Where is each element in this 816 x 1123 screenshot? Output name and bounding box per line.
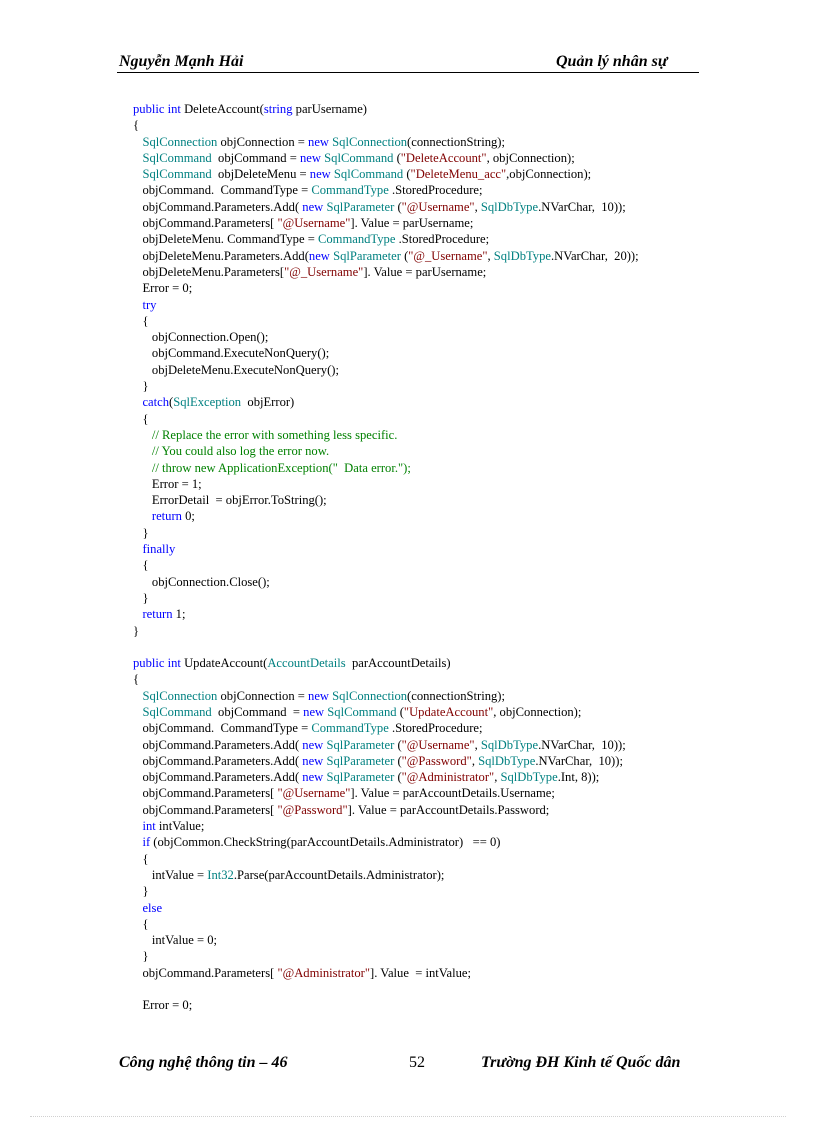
code-token — [133, 444, 152, 458]
code-token: new — [308, 134, 333, 149]
code-token: ( — [393, 150, 401, 165]
code-line — [133, 427, 733, 443]
code-token: , objConnection); — [493, 704, 582, 719]
code-line — [133, 688, 733, 704]
code-line — [133, 297, 733, 313]
code-token: if — [142, 835, 151, 850]
code-token: parAccountDetails) — [345, 656, 451, 671]
code-token: SqlDbType — [480, 737, 539, 752]
code-token: } — [133, 379, 149, 394]
code-token: { — [133, 558, 149, 573]
code-token: objCommand = — [211, 704, 304, 719]
code-token: CommandType — [311, 721, 389, 736]
code-token: public int — [133, 656, 185, 671]
code-token: catch — [142, 395, 170, 410]
code-token: .StoredProcedure; — [388, 721, 483, 736]
code-line — [133, 997, 733, 1013]
code-token: SqlConnection — [142, 688, 218, 703]
code-token: SqlCommand — [324, 150, 394, 165]
code-token: } — [133, 623, 140, 638]
code-token: else — [142, 900, 163, 915]
code-token: return — [151, 509, 182, 524]
code-token: ]. Value = parAccountDetails.Password; — [347, 802, 550, 817]
code-token: objCommand.Parameters[ — [133, 786, 278, 801]
code-token: objError) — [241, 395, 295, 410]
code-line — [133, 883, 733, 899]
code-token: new — [302, 199, 327, 214]
code-token: SqlParameter — [326, 737, 395, 752]
code-token: SqlCommand — [142, 704, 212, 719]
code-line — [133, 460, 733, 476]
code-token: finally — [142, 542, 176, 557]
code-token: objCommand. CommandType = — [133, 183, 312, 198]
code-token: (connectionString); — [407, 688, 505, 703]
code-token: intValue = 0; — [133, 933, 218, 948]
code-line — [133, 492, 733, 508]
code-token: Int32 — [207, 867, 234, 882]
code-token: SqlCommand — [333, 167, 404, 182]
code-token: ,objConnection); — [506, 167, 592, 182]
header-rule — [117, 72, 699, 73]
code-token: public int — [133, 102, 185, 116]
code-token: new — [308, 248, 334, 263]
code-token: , — [474, 737, 481, 752]
header-title: Quản lý nhân sự — [556, 53, 668, 70]
code-token: "DeleteMenu_acc" — [410, 167, 507, 182]
code-line — [133, 362, 733, 378]
code-token: new — [300, 150, 325, 165]
code-token: // throw new ApplicationException(" Data error."); — [151, 460, 411, 475]
code-line — [133, 704, 733, 720]
code-token: SqlConnection — [332, 134, 408, 149]
code-token: "@Username" — [277, 216, 351, 231]
code-line — [133, 948, 733, 964]
code-token: SqlParameter — [326, 199, 395, 214]
code-line — [133, 134, 733, 150]
code-token: objDeleteMenu = — [211, 167, 310, 182]
code-token: AccountDetails — [267, 656, 346, 671]
code-line — [133, 443, 733, 459]
code-token: "@Administrator" — [401, 770, 495, 785]
code-token: { — [133, 916, 149, 931]
code-token: new — [303, 704, 328, 719]
code-token: SqlCommand — [142, 167, 212, 182]
code-token: new — [309, 167, 334, 182]
code-line — [133, 753, 733, 769]
page-bottom-border — [30, 1116, 786, 1117]
code-token: { — [133, 672, 140, 687]
code-token: SqlDbType — [500, 770, 558, 785]
code-line — [133, 916, 733, 932]
code-line — [133, 215, 733, 231]
code-token: , objConnection); — [486, 150, 575, 165]
code-line — [133, 150, 733, 166]
code-token: ( — [400, 248, 409, 263]
code-token: new — [308, 688, 333, 703]
code-line — [133, 101, 733, 117]
code-line — [133, 965, 733, 981]
code-token: objDeleteMenu.Parameters[ — [133, 264, 285, 279]
code-token: SqlDbType — [478, 753, 536, 768]
code-token: , — [474, 199, 481, 214]
code-token: ( — [169, 395, 174, 410]
code-token — [133, 428, 152, 442]
code-token: objConnection = — [217, 688, 309, 703]
code-token: ErrorDetail = objError.ToString(); — [133, 493, 327, 508]
code-token: new — [302, 770, 327, 785]
code-line — [133, 802, 733, 818]
code-token: { — [133, 313, 149, 328]
code-line — [133, 639, 733, 655]
code-token: .Int, 8)); — [557, 770, 600, 785]
code-token: ]. Value = parUsername; — [363, 264, 487, 279]
code-line — [133, 378, 733, 394]
code-token: ]. Value = parUsername; — [350, 216, 474, 231]
code-token: ( — [394, 753, 402, 768]
code-token: .NVarChar, 10)); — [538, 199, 626, 214]
code-token: } — [133, 884, 149, 899]
code-token: SqlParameter — [333, 248, 401, 263]
code-line — [133, 508, 733, 524]
code-token: DeleteAccount( — [184, 102, 264, 116]
code-token: SqlParameter — [326, 770, 395, 785]
code-token: parUsername) — [292, 102, 367, 116]
code-token: objCommand.Parameters[ — [133, 216, 278, 231]
code-line — [133, 541, 733, 557]
code-token: new — [302, 737, 327, 752]
code-line — [133, 867, 733, 883]
code-token: Error = 0; — [133, 998, 193, 1013]
code-token: "@Username" — [401, 199, 475, 214]
code-line — [133, 623, 733, 639]
code-token — [133, 461, 152, 475]
code-token: objConnection = — [217, 134, 309, 149]
code-token: CommandType — [317, 232, 396, 247]
code-line — [133, 655, 733, 671]
code-line — [133, 981, 733, 997]
code-token: ]. Value = intValue; — [370, 965, 471, 980]
code-token: objCommand.ExecuteNonQuery(); — [133, 346, 330, 361]
footer-university: Trường ĐH Kinh tế Quốc dân — [481, 1054, 681, 1071]
code-token: objDeleteMenu. CommandType = — [133, 232, 318, 247]
code-token: , — [494, 770, 501, 785]
code-token: , — [487, 248, 494, 263]
code-token: string — [263, 102, 293, 116]
code-token: SqlConnection — [142, 134, 218, 149]
code-line — [133, 394, 733, 410]
code-token: "@Administrator" — [277, 965, 370, 980]
code-token: "DeleteAccount" — [400, 150, 487, 165]
code-line — [133, 525, 733, 541]
code-token: .Parse(parAccountDetails.Administrator); — [233, 867, 445, 882]
code-token: ( — [394, 737, 402, 752]
code-token: CommandType — [311, 183, 389, 198]
footer-department: Công nghệ thông tin – 46 — [119, 1054, 288, 1071]
code-line — [133, 117, 733, 133]
code-token: .StoredProcedure; — [395, 232, 490, 247]
code-token: "@_Username" — [284, 264, 364, 279]
code-line — [133, 590, 733, 606]
code-token: objCommand.Parameters.Add( — [133, 753, 303, 768]
code-line — [133, 166, 733, 182]
code-token: "@Username" — [401, 737, 475, 752]
code-token: } — [133, 949, 149, 964]
code-token: "@_Username" — [408, 248, 488, 263]
code-line — [133, 671, 733, 687]
code-token: intValue; — [155, 819, 205, 834]
code-token: SqlDbType — [480, 199, 539, 214]
code-token: objCommand. CommandType = — [133, 721, 312, 736]
code-token: "@Password" — [401, 753, 472, 768]
code-token: { — [133, 118, 140, 133]
code-token: "UpdateAccount" — [403, 704, 494, 719]
code-token: // You could also log the error now. — [151, 444, 330, 459]
code-token: ( — [396, 704, 404, 719]
code-line — [133, 769, 733, 785]
code-token: objCommand.Parameters.Add( — [133, 770, 303, 785]
code-token: Error = 1; — [133, 476, 202, 491]
code-line — [133, 785, 733, 801]
code-token: new — [302, 753, 327, 768]
code-token: try — [142, 297, 157, 312]
code-line — [133, 182, 733, 198]
code-token: return — [142, 607, 173, 622]
code-token: objCommand.Parameters.Add( — [133, 737, 303, 752]
code-token: objConnection.Close(); — [133, 574, 270, 589]
code-token: 0; — [181, 509, 195, 524]
code-line — [133, 345, 733, 361]
code-token: SqlParameter — [326, 753, 395, 768]
code-line — [133, 737, 733, 753]
code-token: SqlCommand — [327, 704, 397, 719]
code-token: Error = 0; — [133, 281, 193, 296]
code-token: objCommand.Parameters[ — [133, 965, 278, 980]
code-line — [133, 574, 733, 590]
code-line — [133, 851, 733, 867]
code-token: // Replace the error with something less specific. — [151, 427, 398, 442]
code-token: (connectionString); — [407, 134, 505, 149]
code-line — [133, 606, 733, 622]
code-token: .NVarChar, 10)); — [538, 737, 626, 752]
code-token: int — [142, 819, 156, 834]
code-token: ]. Value = parAccountDetails.Username; — [350, 786, 555, 801]
code-token: 1; — [172, 607, 186, 622]
code-line — [133, 834, 733, 850]
code-line — [133, 264, 733, 280]
page-number: 52 — [409, 1054, 425, 1071]
code-token: "@Username" — [277, 786, 351, 801]
code-token: objDeleteMenu.Parameters.Add( — [133, 248, 309, 263]
code-line — [133, 932, 733, 948]
code-line — [133, 476, 733, 492]
code-line — [133, 231, 733, 247]
code-line — [133, 900, 733, 916]
code-token: ( — [403, 167, 411, 182]
code-token: objDeleteMenu.ExecuteNonQuery(); — [133, 362, 339, 377]
code-token: } — [133, 590, 149, 605]
code-token: .NVarChar, 20)); — [551, 248, 639, 263]
code-token: UpdateAccount( — [184, 656, 268, 671]
code-line — [133, 818, 733, 834]
code-token: (objCommon.CheckString(parAccountDetails.Administrator) == 0) — [150, 835, 501, 850]
code-token: ( — [394, 199, 402, 214]
header-author: Nguyễn Mạnh Hải — [119, 53, 244, 70]
code-line — [133, 313, 733, 329]
code-line — [133, 199, 733, 215]
code-line — [133, 720, 733, 736]
code-token — [133, 509, 152, 523]
code-line — [133, 411, 733, 427]
code-line — [133, 557, 733, 573]
code-block — [133, 101, 733, 1014]
code-token: SqlException — [173, 395, 242, 410]
code-token: SqlCommand — [142, 150, 212, 165]
code-token: .NVarChar, 10)); — [535, 753, 623, 768]
code-token: , — [471, 753, 479, 768]
code-token: objCommand = — [211, 150, 300, 165]
code-token: SqlDbType — [493, 248, 551, 263]
code-line — [133, 329, 733, 345]
code-token: } — [133, 525, 149, 540]
code-token: { — [133, 411, 149, 426]
code-line — [133, 248, 733, 264]
code-token: objCommand.Parameters.Add( — [133, 199, 303, 214]
code-token: objCommand.Parameters[ — [133, 802, 278, 817]
code-token: intValue = — [133, 867, 208, 882]
code-token: .StoredProcedure; — [388, 183, 483, 198]
code-token: SqlConnection — [332, 688, 408, 703]
code-token: objConnection.Open(); — [133, 330, 269, 345]
code-line — [133, 280, 733, 296]
code-token: "@Password" — [277, 802, 348, 817]
code-token: ( — [394, 770, 402, 785]
code-token: { — [133, 851, 149, 866]
